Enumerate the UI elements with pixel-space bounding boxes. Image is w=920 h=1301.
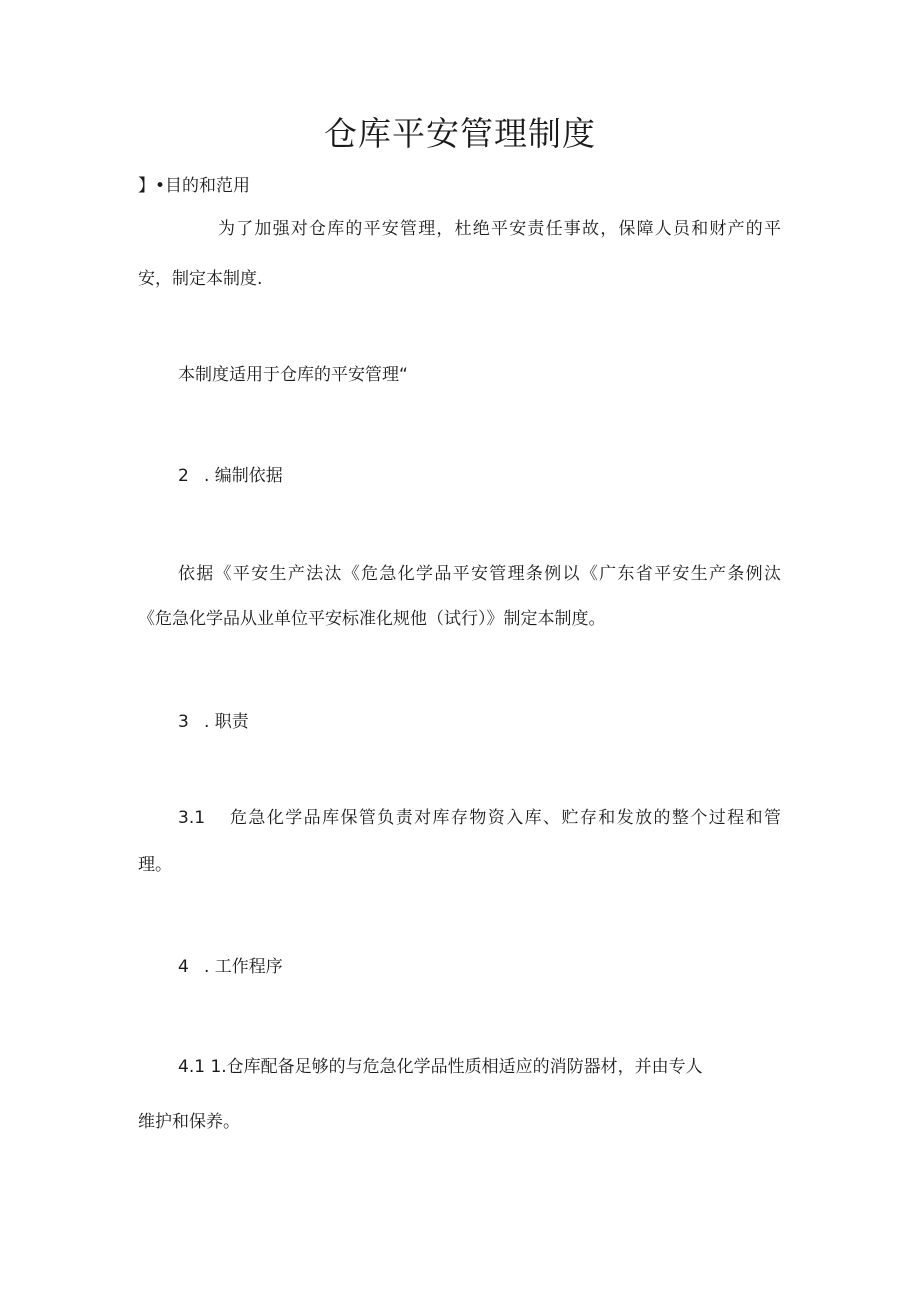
section-number: 3 bbox=[178, 712, 189, 732]
paragraph-purpose-line-2: 安，制定本制度. bbox=[138, 269, 263, 289]
section-heading-purpose-scope: 】•目的和范用 bbox=[138, 176, 251, 196]
item-3-1-number: 3.1 bbox=[178, 808, 206, 828]
item-3-1-line-1: 危急化学品库保管负责对库存物资入库、贮存和发放的整个过程和管 bbox=[230, 808, 781, 828]
paragraph-scope: 本制度适用于仓库的平安管理“ bbox=[178, 365, 408, 385]
section-heading-text: . 职责 bbox=[204, 712, 249, 732]
section-number: 4 bbox=[178, 957, 189, 977]
paragraph-basis-line-2: 《危急化学品从业单位平安标准化规他（试行）》制定本制度。 bbox=[138, 609, 606, 629]
item-4-1-line-1: 4.1 1.仓库配备足够的与危急化学品性质相适应的消防器材，并由专人 bbox=[178, 1057, 703, 1077]
item-4-1-line-2: 维护和保养。 bbox=[138, 1112, 240, 1132]
section-heading-text: . 编制依据 bbox=[204, 466, 283, 486]
section-heading-responsibilities bbox=[178, 710, 249, 734]
section-heading-basis bbox=[178, 464, 283, 488]
paragraph-basis-line-1: 依据《平安生产法汰《危急化学品平安管理条例以《广东省平安生产条例汰 bbox=[178, 564, 781, 584]
section-heading-procedure bbox=[178, 955, 283, 979]
paragraph-purpose-line-1: 为了加强对仓库的平安管理，杜绝平安责任事故，保障人员和财产的平 bbox=[218, 219, 781, 239]
document-title: 仓库平安管理制度 bbox=[324, 114, 596, 153]
section-number: 2 bbox=[178, 466, 189, 486]
section-heading-text: . 工作程序 bbox=[204, 957, 283, 977]
item-3-1-line-2: 理。 bbox=[138, 855, 172, 875]
